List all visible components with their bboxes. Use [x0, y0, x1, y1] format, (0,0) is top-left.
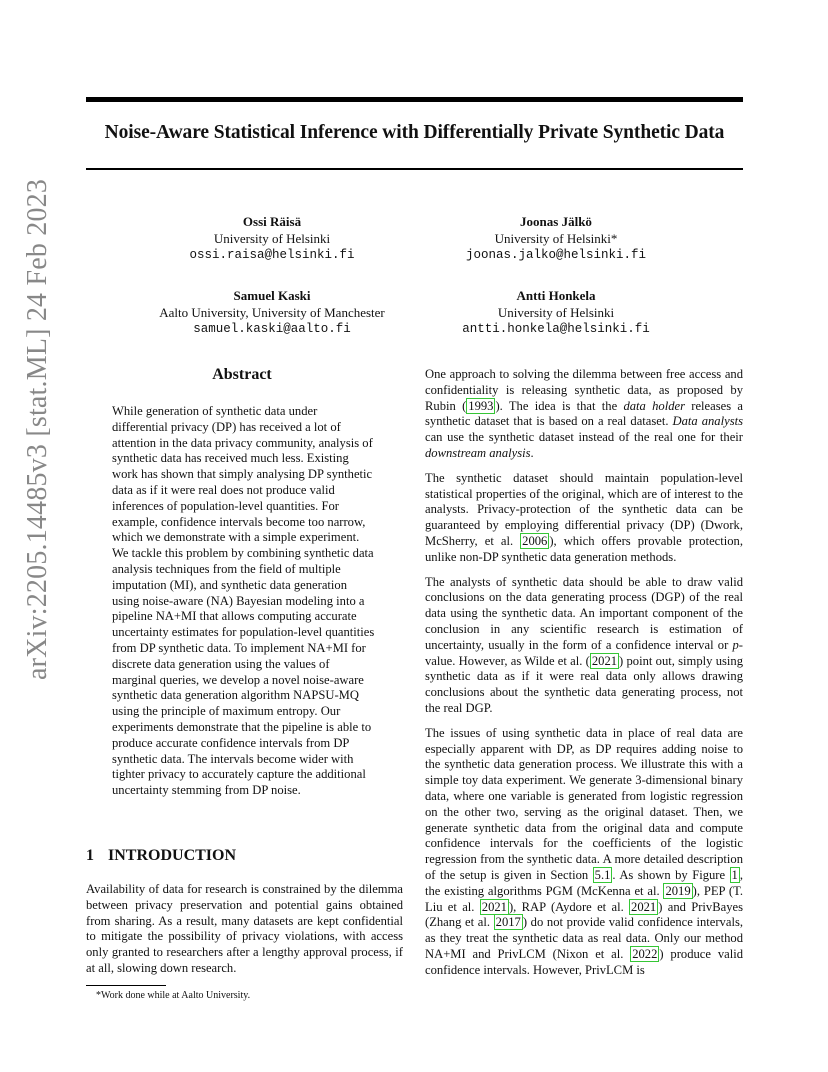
section-link[interactable]: 5.1 — [594, 867, 611, 882]
intro-paragraph: Availability of data for research is constrained by the dilemma between privacy preservation and potential gains obtained from sharing. As a result, many datasets are kept confidential to mitigate the possibility of privacy violations, with access only granted to researchers after a lengthy approval process, if at all, slowing down research. — [86, 882, 403, 975]
author-name: Ossi Räisä — [242, 214, 302, 229]
citation-link[interactable]: 2019 — [665, 883, 691, 898]
author-affiliation: Aalto University, University of Manchester — [159, 304, 385, 320]
paragraph-valid-conclusions: The analysts of synthetic data should be able to draw valid conclusions on the data generating process (DGP) of the real data using the synthetic data. An important component of the conclusion in any scientific research is estimation of uncertainty, usually in the form of a confidence interval or p-value. However, as Wilde et al. ( 2021 ) point out, simply using synthetic data as if it were real data only allows drawing conclusions about the synthetic data generating process, not the real DGP. — [425, 574, 743, 715]
section-number: 1 — [86, 847, 94, 864]
citation-link[interactable]: 2021 — [631, 899, 657, 914]
paragraph-dp: The synthetic dataset should maintain population-level statistical properties of the original, which are of interest to the analysts. Privacy-protection of the synthetic data can be guaranteed by employing differential privacy (DP) (Dwork, McSherry, et al. 2006 ), which offers provable protection, unlike non-DP synthetic data generation methods. — [425, 470, 744, 564]
author-name: Samuel Kaski — [233, 288, 311, 303]
author-email[interactable]: antti.honkela@helsinki.fi — [462, 322, 650, 336]
paper-title: Noise-Aware Statistical Inference with Differentially Private Synthetic Data — [104, 122, 725, 143]
author-block-2 — [406, 214, 706, 264]
section-title: INTRODUCTION — [108, 847, 237, 864]
abstract-body: While generation of synthetic data under differential privacy (DP) has received a lot of attention in the data privacy community, analysis of synthetic data has received much less. Existing work has shown that simply analysing DP synthetic data as if it were real does not produce valid inferences of population-level quantities. For example, confidence intervals become too narrow, which we demonstrate with a simple experiment. We tackle this problem by combining synthetic data analysis techniques from the field of multiple imputation (MI), and synthetic data generation using noise-aware (NA) Bayesian modeling into a pipeline NA+MI that allows computing accurate uncertainty estimates for population-level quantities from DP synthetic data. To implement NA+MI for discrete data generation using the values of marginal queries, we develop a novel noise-aware synthetic data generation algorithm NAPSU-MQ using the principle of maximum entropy. Our experiments demonstrate that the pipeline is able to produce accurate confidence intervals from DP synthetic data. The intervals become wider with tighter privacy to accurately capture the additional uncertainty stemming from DP noise. — [112, 404, 375, 798]
author-email[interactable]: samuel.kaski@aalto.fi — [193, 322, 351, 336]
citation-link[interactable]: 2017 — [495, 915, 521, 930]
right-column — [425, 367, 743, 987]
arxiv-stamp: arXiv:2205.14485v3 [stat.ML] 24 Feb 2023 — [22, 178, 53, 680]
citation-link[interactable]: 2021 — [591, 653, 618, 668]
title-top-rule — [86, 97, 743, 102]
author-affiliation: University of Helsinki* — [494, 230, 618, 246]
citation-link[interactable]: 2006 — [522, 533, 548, 548]
citation-link[interactable]: 2022 — [632, 946, 658, 961]
figure-link[interactable]: 1 — [731, 867, 738, 882]
footnote: *Work done while at Aalto University. — [96, 990, 251, 1001]
section-heading — [86, 847, 236, 865]
author-block-4 — [406, 288, 706, 338]
author-affiliation: University of Helsinki — [213, 230, 331, 246]
author-block-1 — [122, 214, 422, 264]
citation-link[interactable]: 2021 — [481, 899, 507, 914]
abstract-heading: Abstract — [212, 366, 272, 383]
author-affiliation: University of Helsinki — [497, 304, 615, 320]
author-email[interactable]: ossi.raisa@helsinki.fi — [189, 248, 355, 262]
author-email[interactable]: joonas.jalko@helsinki.fi — [465, 248, 647, 262]
title-bottom-rule — [86, 168, 743, 170]
author-name: Joonas Jälkö — [520, 214, 592, 229]
author-block-3 — [122, 288, 422, 338]
paragraph-toy-experiment: The issues of using synthetic data in place of real data are especially apparent with DP, as DP requires adding noise to the synthetic data generation process. We illustrate this with a simple toy data experiment. We generate 3-dimensional binary data, where one variable is generated from logistic regression on the other two, serving as the original dataset. Then, we generate synthetic data from the original data and compute confidence intervals for the coefficients of the logistic regression from the synthetic data. A more detailed description of the setup is given in Section 5.1 . As shown by Figure 1 , the existing algorithms PGM (McKenna et al. 2019 ), PEP (T. Liu et al. 2021 ), RAP (Aydore et al. 2021 ) and PrivBayes (Zhang et al. 2017 ) do not provide valid confidence intervals, as they treat the synthetic data as real data. Only our method NA+MI and PrivLCM (Nixon et al. 2022 ) produce valid confidence intervals. However, PrivLCM is — [425, 725, 744, 977]
author-name: Antti Honkela — [516, 288, 596, 303]
citation-link[interactable]: 1993 — [468, 398, 494, 413]
paragraph-synthetic-data-intro: One approach to solving the dilemma between free access and confidentiality is releasing synthetic data, as proposed by Rubin ( 1993 ). The idea is that the data holder releases a synthetic dataset that is based on a real dataset. Data analysts can use the synthetic dataset instead of the real one for their downstream analysis. — [425, 367, 743, 460]
footnote-rule — [86, 985, 166, 986]
